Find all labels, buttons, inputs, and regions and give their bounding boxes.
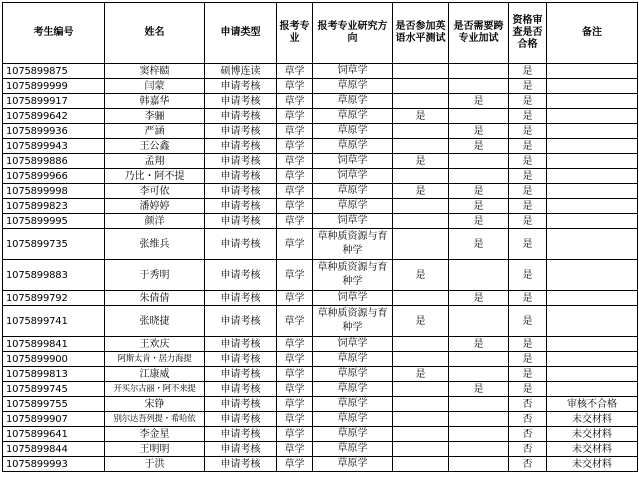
application-type-cell: 申请考核: [205, 412, 277, 427]
remark-cell: [547, 367, 638, 382]
qualification-result-cell: 是: [509, 109, 547, 124]
qualification-table: [2, 2, 638, 472]
application-type-cell: 申请考核: [205, 169, 277, 184]
application-type-cell: 申请考核: [205, 184, 277, 199]
major-cell: 草学: [277, 427, 313, 442]
research-direction-cell: 草种质资源与育种学: [313, 260, 393, 291]
table-body: [3, 64, 638, 472]
research-direction-cell: 草原学: [313, 367, 393, 382]
cross-major-test-cell: [449, 306, 509, 337]
cross-major-test-cell: [449, 457, 509, 472]
cross-major-test-cell: [449, 79, 509, 94]
table-row: [3, 442, 638, 457]
student-id-cell: 1075899966: [3, 169, 105, 184]
name-cell: 阿斯太肯・居力海提: [105, 352, 205, 367]
major-cell: 草学: [277, 337, 313, 352]
table-row: [3, 94, 638, 109]
name-cell: 闫蒙: [105, 79, 205, 94]
english-test-cell: [393, 124, 449, 139]
research-direction-cell: 草原学: [313, 397, 393, 412]
application-type-cell: 申请考核: [205, 352, 277, 367]
research-direction-cell: 草原学: [313, 109, 393, 124]
major-cell: 草学: [277, 94, 313, 109]
remark-cell: [547, 260, 638, 291]
name-cell: 宋铮: [105, 397, 205, 412]
cross-major-test-cell: [449, 427, 509, 442]
english-test-cell: [393, 229, 449, 260]
remark-cell: [547, 229, 638, 260]
research-direction-cell: 饲草学: [313, 291, 393, 306]
major-cell: 草学: [277, 457, 313, 472]
major-cell: 草学: [277, 124, 313, 139]
cross-major-test-cell: 是: [449, 139, 509, 154]
name-cell: 孟翔: [105, 154, 205, 169]
qualification-result-cell: 否: [509, 427, 547, 442]
qualification-result-cell: 是: [509, 367, 547, 382]
remark-cell: 未交材料: [547, 457, 638, 472]
name-cell: 王欢庆: [105, 337, 205, 352]
research-direction-cell: 草原学: [313, 199, 393, 214]
table-row: [3, 427, 638, 442]
name-cell: 李金星: [105, 427, 205, 442]
student-id-cell: 1075899755: [3, 397, 105, 412]
remark-cell: [547, 64, 638, 79]
qualification-result-cell: 否: [509, 412, 547, 427]
cross-major-test-cell: 是: [449, 124, 509, 139]
application-type-cell: 申请考核: [205, 94, 277, 109]
major-cell: 草学: [277, 291, 313, 306]
cross-major-test-cell: 是: [449, 214, 509, 229]
english-test-cell: [393, 337, 449, 352]
major-cell: 草学: [277, 139, 313, 154]
qualification-result-cell: 是: [509, 124, 547, 139]
qualification-result-cell: 是: [509, 214, 547, 229]
major-cell: 草学: [277, 214, 313, 229]
cross-major-test-cell: [449, 109, 509, 124]
qualification-result-cell: 是: [509, 94, 547, 109]
header-row: [3, 3, 638, 64]
qualification-result-cell: 否: [509, 397, 547, 412]
english-test-cell: [393, 457, 449, 472]
table-row: [3, 109, 638, 124]
english-test-cell: [393, 79, 449, 94]
remark-cell: [547, 154, 638, 169]
name-cell: 王公鑫: [105, 139, 205, 154]
table-row: [3, 79, 638, 94]
english-test-cell: [393, 139, 449, 154]
remark-cell: [547, 199, 638, 214]
name-cell: 于洪: [105, 457, 205, 472]
qualification-result-cell: 否: [509, 457, 547, 472]
name-cell: 王明明: [105, 442, 205, 457]
student-id-cell: 1075899900: [3, 352, 105, 367]
table-row: [3, 291, 638, 306]
cross-major-test-cell: [449, 367, 509, 382]
application-type-cell: 申请考核: [205, 109, 277, 124]
table-row: [3, 214, 638, 229]
table-row: [3, 382, 638, 397]
application-type-cell: 申请考核: [205, 260, 277, 291]
name-cell: 张晓捷: [105, 306, 205, 337]
table-row: [3, 397, 638, 412]
cross-major-test-cell: 是: [449, 184, 509, 199]
remark-cell: [547, 337, 638, 352]
application-type-cell: 申请考核: [205, 139, 277, 154]
research-direction-cell: 草原学: [313, 352, 393, 367]
cross-major-test-cell: 是: [449, 94, 509, 109]
application-type-cell: 申请考核: [205, 291, 277, 306]
application-type-cell: 申请考核: [205, 427, 277, 442]
student-id-cell: 1075899745: [3, 382, 105, 397]
research-direction-cell: 饲草学: [313, 154, 393, 169]
name-cell: 韩嘉华: [105, 94, 205, 109]
application-type-cell: 申请考核: [205, 337, 277, 352]
remark-cell: [547, 124, 638, 139]
table-row: [3, 260, 638, 291]
english-test-cell: 是: [393, 306, 449, 337]
cross-major-test-cell: 是: [449, 291, 509, 306]
table-row: [3, 412, 638, 427]
research-direction-cell: 饲草学: [313, 214, 393, 229]
table-row: [3, 352, 638, 367]
table-row: [3, 306, 638, 337]
name-cell: 张维兵: [105, 229, 205, 260]
remark-cell: 未交材料: [547, 427, 638, 442]
remark-cell: [547, 352, 638, 367]
remark-cell: [547, 214, 638, 229]
cross-major-test-cell: 是: [449, 229, 509, 260]
table-row: [3, 367, 638, 382]
table-row: [3, 457, 638, 472]
name-cell: 乃比・阿不提: [105, 169, 205, 184]
remark-cell: [547, 306, 638, 337]
student-id-cell: 1075899936: [3, 124, 105, 139]
research-direction-cell: 草种质资源与育种学: [313, 306, 393, 337]
qualification-result-cell: 是: [509, 337, 547, 352]
name-cell: 于秀明: [105, 260, 205, 291]
remark-cell: [547, 94, 638, 109]
header-cell: 姓名: [105, 3, 205, 64]
research-direction-cell: 草原学: [313, 94, 393, 109]
cross-major-test-cell: [449, 397, 509, 412]
cross-major-test-cell: [449, 169, 509, 184]
research-direction-cell: 草原学: [313, 184, 393, 199]
qualification-result-cell: 是: [509, 139, 547, 154]
major-cell: 草学: [277, 199, 313, 214]
major-cell: 草学: [277, 109, 313, 124]
major-cell: 草学: [277, 154, 313, 169]
student-id-cell: 1075899998: [3, 184, 105, 199]
remark-cell: 审核不合格: [547, 397, 638, 412]
research-direction-cell: 草原学: [313, 79, 393, 94]
student-id-cell: 1075899993: [3, 457, 105, 472]
application-type-cell: 申请考核: [205, 154, 277, 169]
research-direction-cell: 饲草学: [313, 64, 393, 79]
research-direction-cell: 饲草学: [313, 169, 393, 184]
english-test-cell: [393, 382, 449, 397]
qualification-result-cell: 否: [509, 442, 547, 457]
cross-major-test-cell: [449, 412, 509, 427]
remark-cell: [547, 291, 638, 306]
major-cell: 草学: [277, 382, 313, 397]
qualification-result-cell: 是: [509, 154, 547, 169]
student-id-cell: 1075899792: [3, 291, 105, 306]
student-id-cell: 1075899999: [3, 79, 105, 94]
table-row: [3, 184, 638, 199]
student-id-cell: 1075899823: [3, 199, 105, 214]
research-direction-cell: 草种质资源与育种学: [313, 229, 393, 260]
cross-major-test-cell: 是: [449, 199, 509, 214]
student-id-cell: 1075899995: [3, 214, 105, 229]
major-cell: 草学: [277, 306, 313, 337]
qualification-result-cell: 是: [509, 199, 547, 214]
cross-major-test-cell: [449, 64, 509, 79]
major-cell: 草学: [277, 367, 313, 382]
major-cell: 草学: [277, 169, 313, 184]
student-id-cell: 1075899741: [3, 306, 105, 337]
major-cell: 草学: [277, 352, 313, 367]
header-cell: 备注: [547, 3, 638, 64]
research-direction-cell: 草原学: [313, 442, 393, 457]
qualification-result-cell: 是: [509, 169, 547, 184]
research-direction-cell: 草原学: [313, 427, 393, 442]
header-cell: 是否参加英语水平测试: [393, 3, 449, 64]
cross-major-test-cell: 是: [449, 382, 509, 397]
qualification-result-cell: 是: [509, 291, 547, 306]
application-type-cell: 申请考核: [205, 229, 277, 260]
name-cell: 李骊: [105, 109, 205, 124]
english-test-cell: [393, 442, 449, 457]
header-cell: 考生编号: [3, 3, 105, 64]
header-cell: 资格审查是否合格: [509, 3, 547, 64]
table-row: [3, 169, 638, 184]
english-test-cell: [393, 397, 449, 412]
qualification-result-cell: 是: [509, 306, 547, 337]
major-cell: 草学: [277, 397, 313, 412]
qualification-result-cell: 是: [509, 352, 547, 367]
english-test-cell: [393, 291, 449, 306]
remark-cell: 未交材料: [547, 442, 638, 457]
english-test-cell: 是: [393, 367, 449, 382]
english-test-cell: [393, 94, 449, 109]
cross-major-test-cell: 是: [449, 337, 509, 352]
english-test-cell: [393, 169, 449, 184]
research-direction-cell: 饲草学: [313, 337, 393, 352]
name-cell: 李可依: [105, 184, 205, 199]
major-cell: 草学: [277, 64, 313, 79]
application-type-cell: 申请考核: [205, 199, 277, 214]
student-id-cell: 1075899641: [3, 427, 105, 442]
major-cell: 草学: [277, 442, 313, 457]
application-type-cell: 申请考核: [205, 397, 277, 412]
student-id-cell: 1075899917: [3, 94, 105, 109]
student-id-cell: 1075899642: [3, 109, 105, 124]
remark-cell: [547, 79, 638, 94]
remark-cell: [547, 109, 638, 124]
student-id-cell: 1075899875: [3, 64, 105, 79]
english-test-cell: 是: [393, 109, 449, 124]
remark-cell: 未交材料: [547, 412, 638, 427]
table-row: [3, 139, 638, 154]
research-direction-cell: 草原学: [313, 457, 393, 472]
student-id-cell: 1075899943: [3, 139, 105, 154]
application-type-cell: 申请考核: [205, 306, 277, 337]
application-type-cell: 申请考核: [205, 457, 277, 472]
cross-major-test-cell: [449, 154, 509, 169]
english-test-cell: [393, 199, 449, 214]
major-cell: 草学: [277, 412, 313, 427]
application-type-cell: 申请考核: [205, 79, 277, 94]
cross-major-test-cell: [449, 260, 509, 291]
student-id-cell: 1075899844: [3, 442, 105, 457]
research-direction-cell: 草原学: [313, 139, 393, 154]
header-cell: 是否需要跨专业加试: [449, 3, 509, 64]
name-cell: 江康威: [105, 367, 205, 382]
cross-major-test-cell: [449, 442, 509, 457]
qualification-result-cell: 是: [509, 184, 547, 199]
table-row: [3, 154, 638, 169]
name-cell: 潘婷婷: [105, 199, 205, 214]
name-cell: 开买尔古丽・阿不来提: [105, 382, 205, 397]
remark-cell: [547, 169, 638, 184]
student-id-cell: 1075899886: [3, 154, 105, 169]
header-cell: 报考专业研究方向: [313, 3, 393, 64]
table-row: [3, 337, 638, 352]
application-type-cell: 申请考核: [205, 367, 277, 382]
remark-cell: [547, 139, 638, 154]
english-test-cell: 是: [393, 184, 449, 199]
application-type-cell: 申请考核: [205, 124, 277, 139]
research-direction-cell: 草原学: [313, 412, 393, 427]
research-direction-cell: 草原学: [313, 382, 393, 397]
major-cell: 草学: [277, 79, 313, 94]
header-cell: 报考专业: [277, 3, 313, 64]
research-direction-cell: 草原学: [313, 124, 393, 139]
name-cell: 窦梓赜: [105, 64, 205, 79]
english-test-cell: 是: [393, 154, 449, 169]
qualification-result-cell: 是: [509, 382, 547, 397]
qualification-result-cell: 是: [509, 64, 547, 79]
application-type-cell: 硕博连读: [205, 64, 277, 79]
student-id-cell: 1075899813: [3, 367, 105, 382]
cross-major-test-cell: [449, 352, 509, 367]
table-row: [3, 64, 638, 79]
english-test-cell: [393, 427, 449, 442]
student-id-cell: 1075899841: [3, 337, 105, 352]
english-test-cell: [393, 412, 449, 427]
major-cell: 草学: [277, 229, 313, 260]
student-id-cell: 1075899883: [3, 260, 105, 291]
student-id-cell: 1075899735: [3, 229, 105, 260]
table-row: [3, 124, 638, 139]
application-type-cell: 申请考核: [205, 214, 277, 229]
name-cell: 别尔达吾列提・希哈依: [105, 412, 205, 427]
major-cell: 草学: [277, 184, 313, 199]
english-test-cell: [393, 352, 449, 367]
name-cell: 朱倩倩: [105, 291, 205, 306]
remark-cell: [547, 184, 638, 199]
student-id-cell: 1075899907: [3, 412, 105, 427]
remark-cell: [547, 382, 638, 397]
header-cell: 申请类型: [205, 3, 277, 64]
english-test-cell: [393, 214, 449, 229]
table-row: [3, 229, 638, 260]
english-test-cell: [393, 64, 449, 79]
qualification-result-cell: 是: [509, 229, 547, 260]
application-type-cell: 申请考核: [205, 382, 277, 397]
qualification-result-cell: 是: [509, 260, 547, 291]
major-cell: 草学: [277, 260, 313, 291]
english-test-cell: 是: [393, 260, 449, 291]
name-cell: 颜洋: [105, 214, 205, 229]
table-row: [3, 199, 638, 214]
name-cell: 严涵: [105, 124, 205, 139]
qualification-result-cell: 是: [509, 79, 547, 94]
application-type-cell: 申请考核: [205, 442, 277, 457]
